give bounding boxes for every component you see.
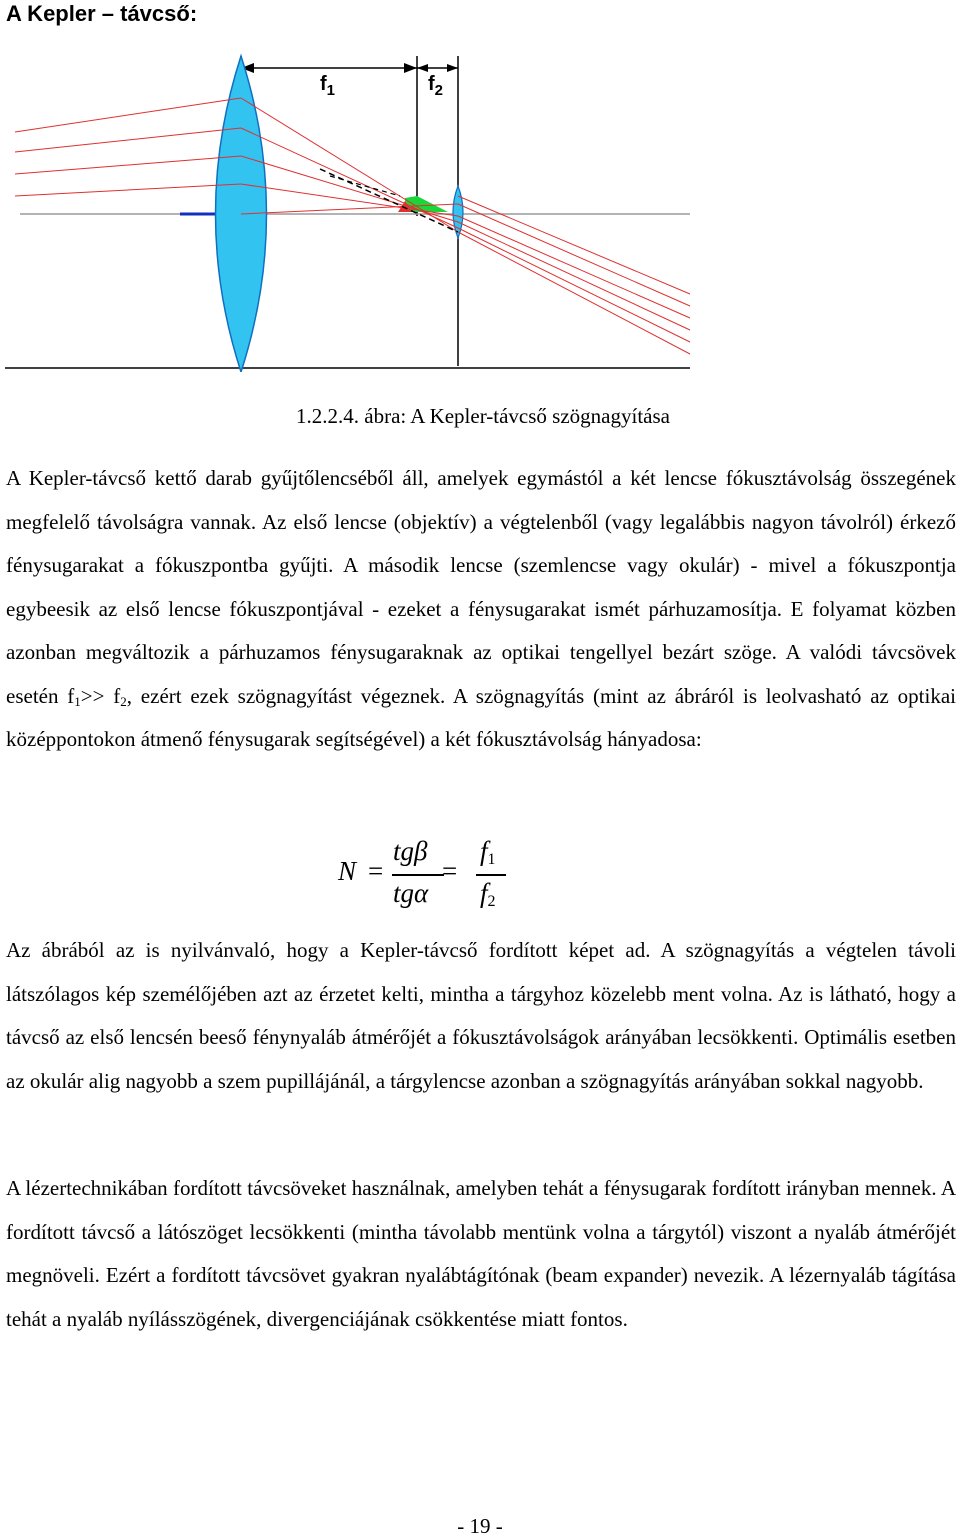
label-f1: $f_1$ xyxy=(320,73,336,99)
formula-den1: tgα xyxy=(393,878,429,908)
kepler-telescope-figure xyxy=(0,36,700,372)
formula-num2: f1 xyxy=(480,836,496,868)
paragraph-2: Az ábrából az is nyilvánvaló, hogy a Kepler-távcső fordított képet ad. A szögnagyítás a végtelen távoli látszólagos kép személőjében azt az érzetet kelti, mintha a tárgyhoz közelebb ment volna. Az is látható, hogy a távcső az első lencsén beeső fénynyaláb átmérőjét a fókusztávolságok arányában lecsökkenti. Optimális esetben az okulár alig nagyobb a szem pupillájánál, a tárgylencse azonban a szögnagyítás arányában sokkal nagyobb. xyxy=(6,938,956,1093)
magnification-formula xyxy=(338,836,538,916)
figure-caption: 1.2.2.4. ábra: A Kepler-távcső szögnagyítása xyxy=(296,404,670,428)
section-heading: A Kepler – távcső: xyxy=(6,1,198,26)
formula-lhs: N xyxy=(338,856,357,886)
formula-num1: tgβ xyxy=(393,836,428,866)
formula-eq2: = xyxy=(442,856,458,886)
formula-den2: f2 xyxy=(480,878,496,910)
label-f2: $f_2$ xyxy=(428,73,444,99)
paragraph-1: A Kepler-távcső kettő darab gyűjtőlencséből áll, amelyek egymástól a két lencse fókusztávolság összegének megfelelő távolságra vannak. Az első lencse (objektív) a végtelenből (vagy legalábbis nagyon távolról) érkező fénysugarakat a fókuszpontba gyűjti. A második lencse (szemlencse vagy okulár) - mivel a fókuszpontja egybeesik az első lencse fókuszpontjával - ezeket a fénysugarakat ismét párhuzamosítja. E folyamat közben azonban megváltozik a párhuzamos fénysugaraknak az optikai tengellyel bezárt szöge. A valódi távcsövek esetén $f_1>> f_2$, ezért ezek szögnagyítást végeznek. A szögnagyítás (mint az ábráról is leolvasható az optikai középpontokon átmenő fénysugarak segítségével) a két fókusztávolság hányadosa: xyxy=(6,466,956,751)
formula-eq1: = xyxy=(368,856,384,886)
page-number: - 19 - xyxy=(457,1514,503,1538)
paragraph-3: A lézertechnikában fordított távcsöveket használnak, amelyben tehát a fénysugarak fordított irányban mennek. A fordított távcső a látószöget lecsökkenti (mintha távolabb mentünk volna a tárgytól) viszont a nyaláb átmérőjét megnöveli. Ezért a fordított távcsövet gyakran nyalábtágítónak (beam expander) nevezik. A lézernyaláb tágítása tehát a nyaláb nyílásszögének, divergenciájának csökkentése miatt fontos. xyxy=(6,1176,956,1331)
